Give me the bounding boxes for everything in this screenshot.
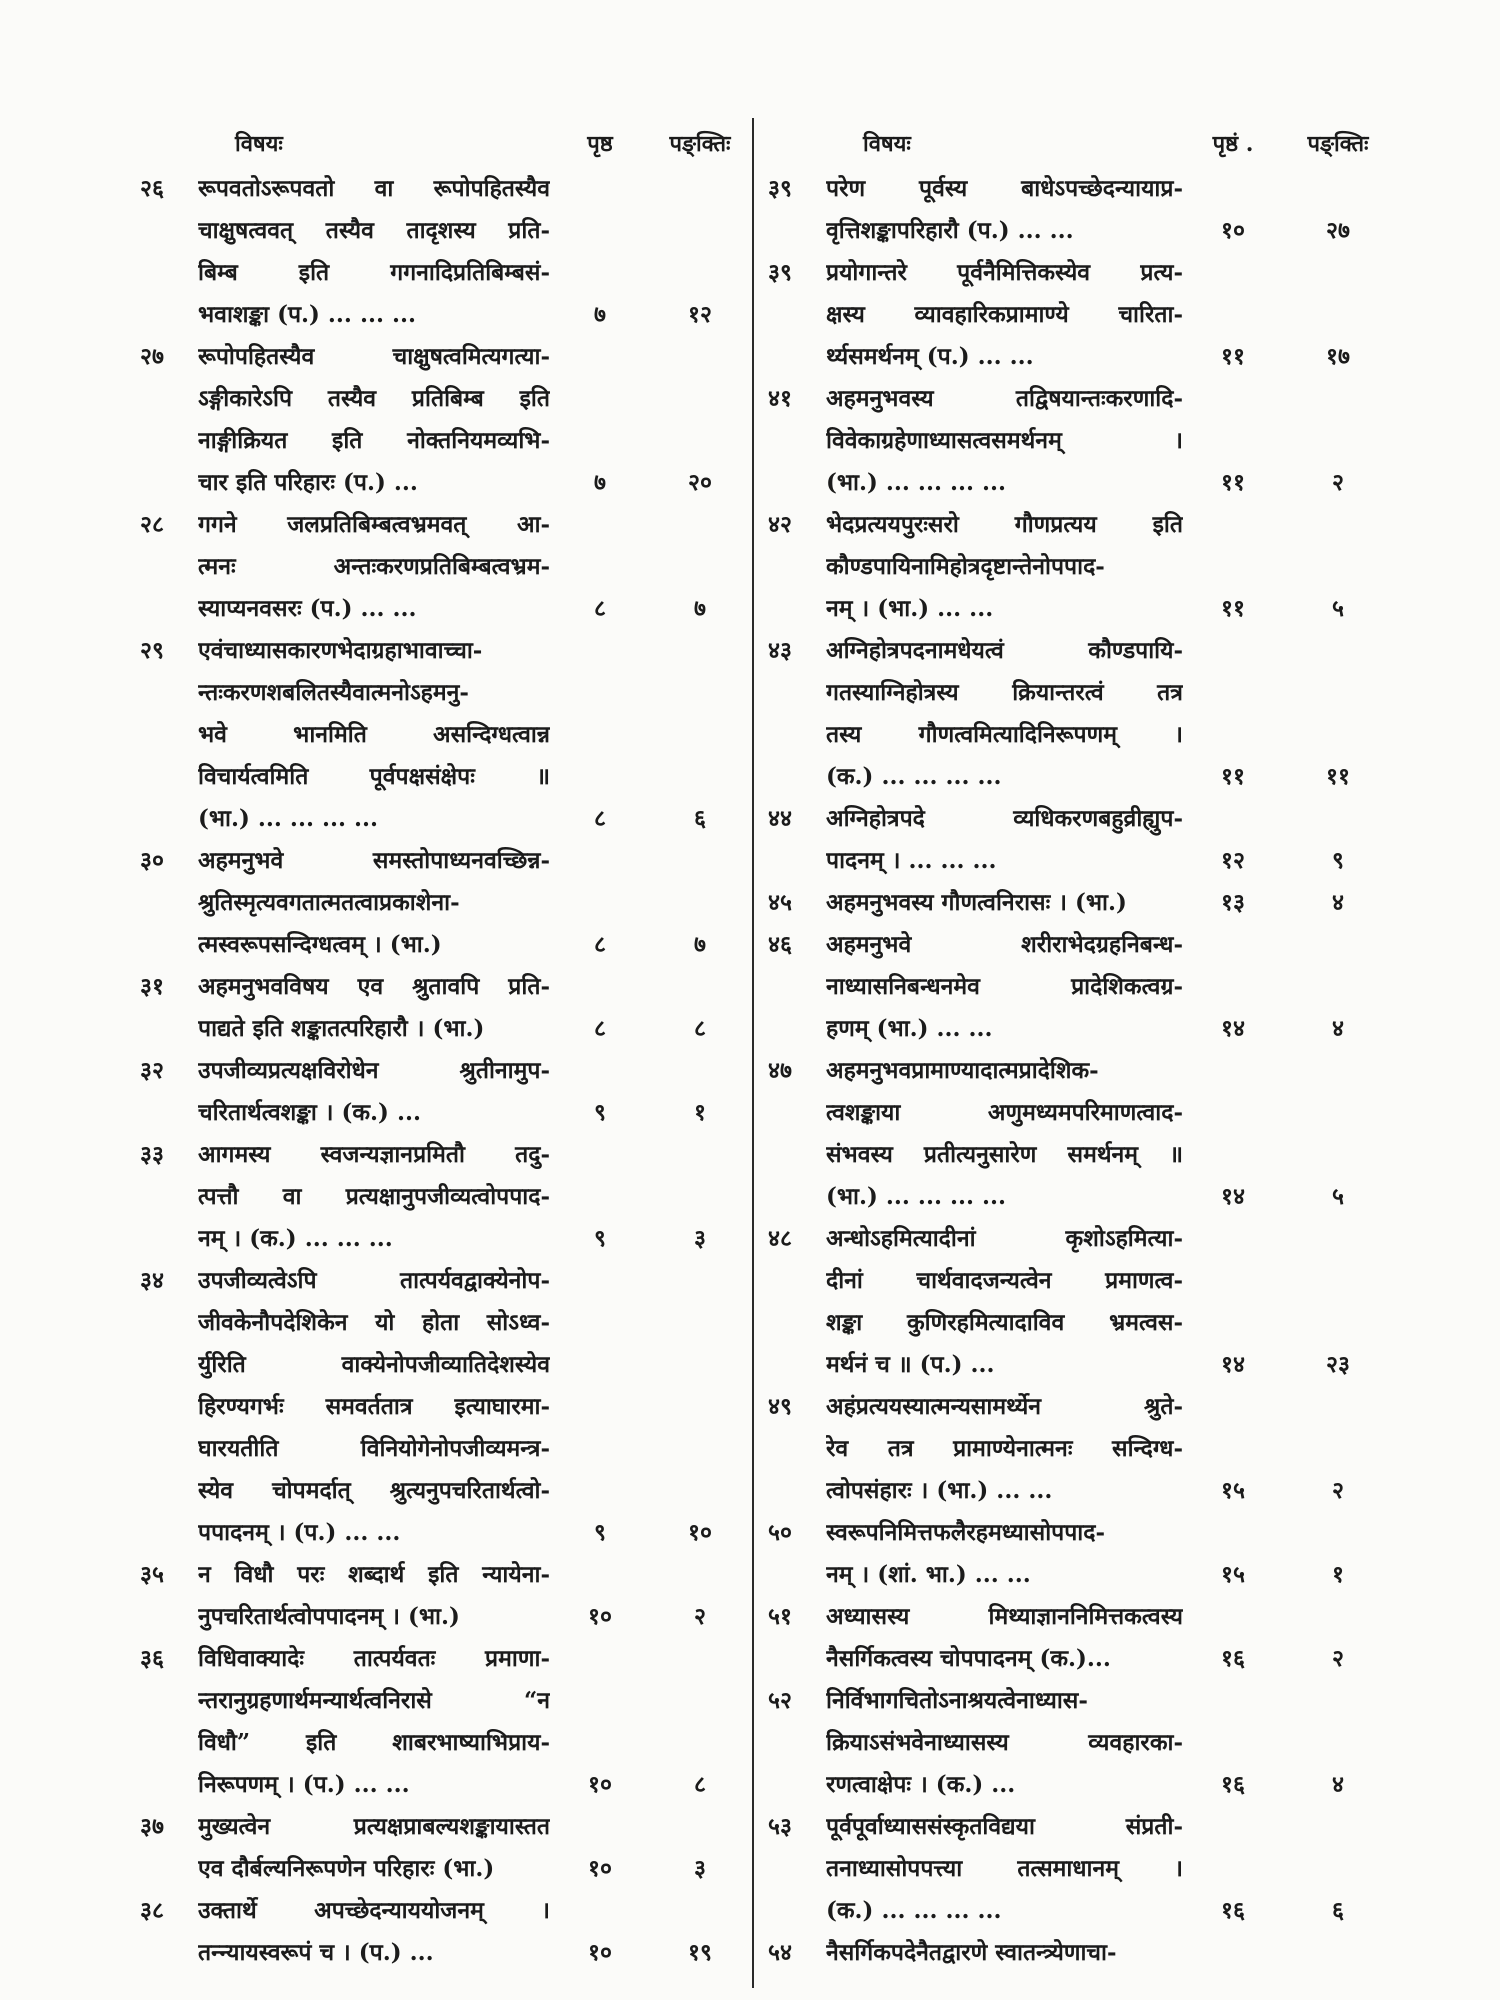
entry-line: रूपवतोऽरूपवतो वा रूपोपहितस्यैव — [198, 175, 550, 202]
entry-line-number: ८ — [694, 1771, 706, 1798]
right-header — [768, 118, 1393, 168]
entry-text — [198, 168, 550, 336]
entry-topic — [140, 1134, 550, 1260]
entry-number: ३० — [140, 847, 164, 874]
entry-topic — [768, 378, 1183, 504]
entry-text — [826, 378, 1183, 504]
entry-page: १० — [588, 1939, 612, 1966]
entry-line: नाध्यासनिबन्धनमेव प्रादेशिकत्वग्र- — [826, 973, 1183, 1000]
entry-line-number: १९ — [688, 1939, 712, 1966]
entry-line-number: २ — [1332, 469, 1344, 496]
entry-line: भवे भानमिति असन्दिग्धत्वान्न — [198, 721, 550, 748]
index-entry — [768, 798, 1393, 882]
entry-line: तन्न्यायस्वरूपं च । (प.) ... — [198, 1939, 434, 1966]
entry-page: १५ — [1221, 1561, 1245, 1588]
entry-line: पाद्यते इति शङ्कातत्परिहारौ । (भा.) — [198, 1015, 485, 1042]
entry-line: न्तःकरणशबलितस्यैवात्मनोऽहमनु- — [198, 679, 469, 706]
entry-topic — [140, 336, 550, 504]
entry-line: त्वशङ्काया अणुमध्यमपरिमाणत्वाद- — [826, 1099, 1183, 1126]
index-entry — [768, 1050, 1393, 1218]
entry-line: त्वोपसंहारः । (भा.) ... ... — [826, 1477, 1053, 1504]
entry-text — [198, 966, 550, 1050]
entry-line: अग्निहोत्रपदे व्यधिकरणबहुव्रीह्युप- — [826, 805, 1183, 832]
entry-line-number: ५ — [1332, 1183, 1344, 1210]
entry-line: अहमनुभवस्य गौणत्वनिरासः । (भा.) — [826, 889, 1127, 916]
entry-line-number: २० — [688, 469, 712, 496]
entry-topic — [768, 1932, 1183, 1974]
entry-page: १५ — [1221, 1477, 1245, 1504]
entry-line: विवेकाग्रहेणाध्यासत्वसमर्थनम् । — [826, 427, 1183, 454]
entry-text — [198, 336, 550, 504]
entry-topic — [768, 1512, 1183, 1596]
entry-text — [198, 1638, 550, 1806]
entry-number: ४१ — [768, 385, 792, 412]
entry-line: रेव तत्र प्रामाण्येनात्मनः सन्दिग्ध- — [826, 1435, 1183, 1462]
entry-line: अहमनुभवे शरीराभेदग्रहनिबन्ध- — [826, 931, 1183, 958]
entry-line: (भा.) ... ... ... ... — [826, 469, 1007, 496]
entry-text — [826, 1050, 1183, 1218]
entry-page: ८ — [594, 805, 606, 832]
entry-line-number: ७ — [694, 595, 706, 622]
entry-line-number: २ — [1332, 1477, 1344, 1504]
entry-number: ३९ — [768, 259, 792, 286]
entry-topic — [140, 1050, 550, 1134]
entry-text — [826, 1680, 1183, 1806]
entry-text — [198, 1806, 550, 1890]
index-entry — [140, 168, 750, 336]
entry-line-number: २३ — [1326, 1351, 1350, 1378]
entry-line: पूर्वपूर्वाध्याससंस्कृतविद्यया संप्रती- — [826, 1813, 1183, 1840]
column-divider — [752, 118, 754, 1988]
entry-page: ८ — [594, 1015, 606, 1042]
entry-line-number: ८ — [694, 1015, 706, 1042]
entry-topic — [768, 1218, 1183, 1386]
entry-text — [826, 252, 1183, 378]
entry-topic — [140, 504, 550, 630]
entry-line: उपजीव्यप्रत्यक्षविरोधेन श्रुतीनामुप- — [198, 1057, 550, 1084]
entry-text — [826, 1596, 1183, 1680]
entry-number: २६ — [140, 175, 164, 202]
entry-line: एवंचाध्यासकारणभेदाग्रहाभावाच्चा- — [198, 637, 483, 664]
entry-line-number: ६ — [694, 805, 706, 832]
entry-topic — [140, 1638, 550, 1806]
entry-line: स्येव चोपमर्दात् श्रुत्यनुपचरितार्थत्वो- — [198, 1477, 550, 1504]
entry-line: र्थ्यसमर्थनम् (प.) ... ... — [826, 343, 1034, 370]
entry-page: ८ — [594, 595, 606, 622]
entry-text — [198, 1260, 550, 1554]
entry-topic — [768, 924, 1183, 1050]
index-entry — [768, 168, 1393, 252]
entry-line: चरितार्थत्वशङ्का । (क.) ... — [198, 1099, 421, 1126]
entry-number: ४९ — [768, 1393, 792, 1420]
header-topic: विषयः — [863, 131, 911, 157]
entry-page: १० — [1221, 217, 1245, 244]
index-entry — [140, 336, 750, 504]
entry-line: (क.) ... ... ... ... — [826, 1897, 1002, 1924]
entry-topic — [140, 1554, 550, 1638]
entry-line: स्वरूपनिमित्तफलैरहमध्यासोपपाद- — [826, 1519, 1105, 1546]
entry-topic — [768, 168, 1183, 252]
entry-line: वृत्तिशङ्कापरिहारौ (प.) ... ... — [826, 217, 1074, 244]
entry-topic — [140, 1890, 550, 1974]
header-page: पृष्ठं . — [1212, 131, 1254, 157]
index-entry — [140, 1806, 750, 1890]
entry-text — [826, 1512, 1183, 1596]
entry-line: उक्तार्थे अपच्छेदन्याययोजनम् । — [198, 1897, 550, 1924]
entry-line: अहमनुभवस्य तद्विषयान्तःकरणादि- — [826, 385, 1183, 412]
entry-topic — [768, 1050, 1183, 1218]
entry-line-number: ६ — [1332, 1897, 1344, 1924]
entry-number: २८ — [140, 511, 164, 538]
entry-page: १० — [588, 1855, 612, 1882]
entry-number: ३८ — [140, 1897, 164, 1924]
entry-page: १३ — [1221, 889, 1245, 916]
entry-page: ११ — [1221, 763, 1245, 790]
index-entry — [768, 1680, 1393, 1806]
entry-line-number: १२ — [688, 301, 712, 328]
entry-line: विधिवाक्यादेः तात्पर्यवतः प्रमाणा- — [198, 1645, 550, 1672]
entry-text — [826, 168, 1183, 252]
entry-page: ९ — [594, 1225, 606, 1252]
entry-text — [826, 504, 1183, 630]
entry-line: नम् । (शां. भा.) ... ... — [826, 1561, 1031, 1588]
entry-number: ४३ — [768, 637, 792, 664]
entry-line: नम् । (क.) ... ... ... — [198, 1225, 393, 1252]
index-entry — [140, 1050, 750, 1134]
entry-number: ३९ — [768, 175, 792, 202]
entry-text — [198, 630, 550, 840]
entry-line: र्युरिति वाक्येनोपजीव्यातिदेशस्येव — [198, 1351, 550, 1378]
entry-line: न्तरानुग्रहणार्थमन्यार्थत्वनिरासे “न — [198, 1687, 550, 1714]
entry-line: गगने जलप्रतिबिम्बत्वभ्रमवत् आ- — [198, 511, 550, 538]
entry-line: परेण पूर्वस्य बाधेऽपच्छेदन्यायाप्र- — [826, 175, 1183, 202]
index-entry — [768, 882, 1393, 924]
entry-line: जीवकेनौपदेशिकेन यो होता सोऽध्व- — [198, 1309, 550, 1336]
entry-line: चार इति परिहारः (प.) ... — [198, 469, 418, 496]
entry-line: शङ्का कुणिरहमित्यादाविव भ्रमत्वस- — [826, 1309, 1183, 1336]
entry-line: पपादनम् । (प.) ... ... — [198, 1519, 401, 1546]
index-entry — [768, 1596, 1393, 1680]
entry-page: ११ — [1221, 469, 1245, 496]
entry-line-number: ३ — [694, 1855, 706, 1882]
entry-line: निर्विभागचितोऽनाश्रयत्वेनाध्यास- — [826, 1687, 1088, 1714]
entry-line: कौण्डपायिनामिहोत्रदृष्टान्तेनोपपाद- — [826, 553, 1105, 580]
entry-line-number: ४ — [1332, 889, 1344, 916]
entry-number: ५३ — [768, 1813, 792, 1840]
entry-line: विचार्यत्वमिति पूर्वपक्षसंक्षेपः ॥ — [198, 763, 550, 790]
entry-line: निरूपणम् । (प.) ... ... — [198, 1771, 410, 1798]
index-entry — [140, 1890, 750, 1974]
index-entry — [140, 504, 750, 630]
entry-number: ३३ — [140, 1141, 164, 1168]
entry-line: घारयतीति विनियोगेनोपजीव्यमन्त्र- — [198, 1435, 550, 1462]
entry-number: ५१ — [768, 1603, 792, 1630]
entry-text — [826, 1386, 1183, 1512]
entry-line: अग्निहोत्रपदनामधेयत्वं कौण्डपायि- — [826, 637, 1183, 664]
entry-line: भेदप्रत्ययपुरःसरो गौणप्रत्यय इति — [826, 511, 1183, 538]
entry-line-number: १ — [1332, 1561, 1344, 1588]
entry-line: (भा.) ... ... ... ... — [198, 805, 379, 832]
left-column — [140, 118, 750, 1974]
entry-topic — [768, 252, 1183, 378]
entry-line: बिम्ब इति गगनादिप्रतिबिम्बसं- — [198, 259, 550, 286]
index-entry — [768, 504, 1393, 630]
entry-page: ८ — [594, 931, 606, 958]
entry-text — [198, 1050, 550, 1134]
entry-line-number: ७ — [694, 931, 706, 958]
index-entry — [768, 924, 1393, 1050]
entry-line: नम् । (भा.) ... ... — [826, 595, 994, 622]
entry-page: १६ — [1221, 1771, 1245, 1798]
entry-number: ५० — [768, 1519, 792, 1546]
entry-number: ४२ — [768, 511, 792, 538]
entry-text — [826, 924, 1183, 1050]
entry-topic — [768, 798, 1183, 882]
entry-line: नैसर्गिकपदेनैतद्वारणे स्वातन्त्र्येणाचा- — [826, 1939, 1117, 1966]
entry-page: ९ — [594, 1519, 606, 1546]
entry-number: ३४ — [140, 1267, 164, 1294]
entry-line: (भा.) ... ... ... ... — [826, 1183, 1007, 1210]
entry-line: अहमनुभवविषय एव श्रुतावपि प्रति- — [198, 973, 550, 1000]
entry-line: तनाध्यासोपपत्त्या तत्समाधानम् । — [826, 1855, 1183, 1882]
index-entry — [768, 252, 1393, 378]
entry-line-number: ४ — [1332, 1771, 1344, 1798]
entry-page: १० — [588, 1771, 612, 1798]
entry-line: (क.) ... ... ... ... — [826, 763, 1002, 790]
entry-topic — [140, 1260, 550, 1554]
entry-line-number: २ — [694, 1603, 706, 1630]
entry-number: ३६ — [140, 1645, 164, 1672]
entry-line-number: १ — [694, 1099, 706, 1126]
entry-text — [198, 840, 550, 966]
index-entry — [768, 378, 1393, 504]
entry-line: अन्धोऽहमित्यादीनां कृशोऽहमित्या- — [826, 1225, 1183, 1252]
entry-line: रूपोपहितस्यैव चाक्षुषत्वमित्यगत्या- — [198, 343, 550, 370]
entry-line-number: २ — [1332, 1645, 1344, 1672]
index-entry — [768, 1512, 1393, 1596]
index-entry — [140, 840, 750, 966]
entry-line: आगमस्य स्वजन्यज्ञानप्रमितौ तदु- — [198, 1141, 550, 1168]
entry-page: ११ — [1221, 343, 1245, 370]
entry-line-number: १० — [688, 1519, 712, 1546]
entry-line: एव दौर्बल्यनिरूपणेन परिहारः (भा.) — [198, 1855, 495, 1882]
entry-number: ५४ — [768, 1939, 792, 1966]
entry-topic — [140, 1806, 550, 1890]
entry-line: गतस्याग्निहोत्रस्य क्रियान्तरत्वं तत्र — [826, 679, 1183, 706]
entry-line: क्षस्य व्यावहारिकप्रामाण्ये चारिता- — [826, 301, 1183, 328]
entry-text — [198, 1890, 550, 1974]
entry-topic — [140, 168, 550, 336]
entry-page: १० — [588, 1603, 612, 1630]
entry-page: ११ — [1221, 595, 1245, 622]
entry-line: मर्थनं च ॥ (प.) ... — [826, 1351, 995, 1378]
entry-text — [826, 1218, 1183, 1386]
index-entry — [768, 630, 1393, 798]
index-entry — [140, 966, 750, 1050]
entry-line: ऽङ्गीकारेऽपि तस्यैव प्रतिबिम्ब इति — [198, 385, 550, 412]
entry-number: ३५ — [140, 1561, 164, 1588]
entry-line: चाक्षुषत्ववत् तस्यैव तादृशस्य प्रति- — [198, 217, 550, 244]
entry-line: अहमनुभवप्रामाण्यादात्मप्रादेशिक- — [826, 1057, 1099, 1084]
entry-line: प्रयोगान्तरे पूर्वनैमित्तिकस्येव प्रत्य- — [826, 259, 1183, 286]
entry-number: ४५ — [768, 889, 792, 916]
entry-page: १४ — [1221, 1015, 1245, 1042]
entry-number: २९ — [140, 637, 164, 664]
entry-topic — [768, 1386, 1183, 1512]
entry-topic — [768, 630, 1183, 798]
index-entry — [768, 1932, 1393, 1974]
entry-number: ४८ — [768, 1225, 792, 1252]
entry-topic — [140, 630, 550, 840]
entry-page: १६ — [1221, 1645, 1245, 1672]
entry-topic — [768, 1680, 1183, 1806]
entry-number: ४६ — [768, 931, 792, 958]
index-entry — [140, 1260, 750, 1554]
entry-number: ३२ — [140, 1057, 164, 1084]
entry-page: ७ — [594, 469, 606, 496]
entry-line: तस्य गौणत्वमित्यादिनिरूपणम् । — [826, 721, 1183, 748]
entry-page: ७ — [594, 301, 606, 328]
header-line: पङ्क्तिः — [669, 131, 731, 157]
entry-text — [826, 882, 1183, 924]
index-entry — [140, 1638, 750, 1806]
entry-text — [198, 504, 550, 630]
entry-line: क्रियाऽसंभवेनाध्यासस्य व्यवहारका- — [826, 1729, 1183, 1756]
entry-topic — [140, 966, 550, 1050]
entry-number: ५२ — [768, 1687, 792, 1714]
entry-line: दीनां चार्थवादजन्यत्वेन प्रमाणत्व- — [826, 1267, 1183, 1294]
entry-line: हिरण्यगर्भः समवर्ततात्र इत्याघारमा- — [198, 1393, 550, 1420]
entry-line: उपजीव्यत्वेऽपि तात्पर्यवद्वाक्येनोप- — [198, 1267, 550, 1294]
entry-line: अध्यासस्य मिथ्याज्ञाननिमित्तकत्वस्य — [826, 1603, 1183, 1630]
entry-page: १२ — [1221, 847, 1245, 874]
header-topic: विषयः — [235, 131, 283, 157]
entry-line: त्मस्वरूपसन्दिग्धत्वम् । (भा.) — [198, 931, 442, 958]
entry-text — [826, 1932, 1183, 1974]
entry-line: श्रुतिस्मृत्यवगतात्मतत्वाप्रकाशेना- — [198, 889, 460, 916]
entry-line: नैसर्गिकत्वस्य चोपपादनम् (क.)... — [826, 1645, 1111, 1672]
entry-topic — [768, 504, 1183, 630]
entry-line-number: ५ — [1332, 595, 1344, 622]
left-entries — [140, 168, 750, 1974]
entry-line-number: ९ — [1332, 847, 1344, 874]
index-entry — [768, 1806, 1393, 1932]
index-entry — [140, 630, 750, 840]
index-entry — [768, 1218, 1393, 1386]
right-entries — [768, 168, 1393, 1974]
entry-number: ३१ — [140, 973, 164, 1000]
entry-line: स्याप्यनवसरः (प.) ... ... — [198, 595, 417, 622]
entry-line-number: ११ — [1326, 763, 1350, 790]
entry-number: ३७ — [140, 1813, 164, 1840]
entry-topic — [140, 840, 550, 966]
entry-line-number: ४ — [1332, 1015, 1344, 1042]
index-entry — [768, 1386, 1393, 1512]
entry-topic — [768, 1596, 1183, 1680]
entry-line: पादनम् । ... ... ... — [826, 847, 997, 874]
entry-text — [198, 1554, 550, 1638]
entry-line: अहंप्रत्ययस्यात्मन्यसामर्थ्येन श्रुते- — [826, 1393, 1183, 1420]
entry-topic — [768, 882, 1183, 924]
entry-line: संभवस्य प्रतीत्यनुसारेण समर्थनम् ॥ — [826, 1141, 1183, 1168]
header-page: पृष्ठ — [587, 131, 613, 157]
entry-line-number: ३ — [694, 1225, 706, 1252]
entry-page: १४ — [1221, 1351, 1245, 1378]
entry-line-number: १७ — [1326, 343, 1350, 370]
entry-line: नुपचरितार्थत्वोपपादनम् । (भा.) — [198, 1603, 460, 1630]
entry-text — [826, 630, 1183, 798]
entry-line-number: २७ — [1326, 217, 1350, 244]
entry-topic — [768, 1806, 1183, 1932]
entry-line: भवाशङ्का (प.) ... ... ... — [198, 301, 417, 328]
right-column — [768, 118, 1393, 1974]
entry-page: ९ — [594, 1099, 606, 1126]
entry-line: विधौ” इति शाबरभाष्याभिप्राय- — [198, 1729, 550, 1756]
index-entry — [140, 1554, 750, 1638]
entry-number: ४७ — [768, 1057, 792, 1084]
entry-number: ४४ — [768, 805, 792, 832]
entry-line: अहमनुभवे समस्तोपाध्यनवच्छिन्न- — [198, 847, 550, 874]
entry-text — [198, 1134, 550, 1260]
entry-text — [826, 1806, 1183, 1932]
header-line: पङ्क्तिः — [1307, 131, 1369, 157]
entry-line: त्मनः अन्तःकरणप्रतिबिम्बत्वभ्रम- — [198, 553, 550, 580]
entry-page: १४ — [1221, 1183, 1245, 1210]
index-entry — [140, 1134, 750, 1260]
entry-line: मुख्यत्वेन प्रत्यक्षप्राबल्यशङ्कायास्तत — [198, 1813, 550, 1840]
entry-line: नाङ्गीक्रियत इति नोक्तनियमव्यभि- — [198, 427, 550, 454]
entry-line: हणम् (भा.) ... ... — [826, 1015, 993, 1042]
entry-line: रणत्वाक्षेपः । (क.) ... — [826, 1771, 1016, 1798]
entry-number: २७ — [140, 343, 164, 370]
entry-text — [826, 798, 1183, 882]
left-header — [140, 118, 750, 168]
entry-line: त्पत्तौ वा प्रत्यक्षानुपजीव्यत्वोपपाद- — [198, 1183, 550, 1210]
entry-page: १६ — [1221, 1897, 1245, 1924]
entry-line: न विधौ परः शब्दार्थ इति न्यायेना- — [198, 1561, 550, 1588]
